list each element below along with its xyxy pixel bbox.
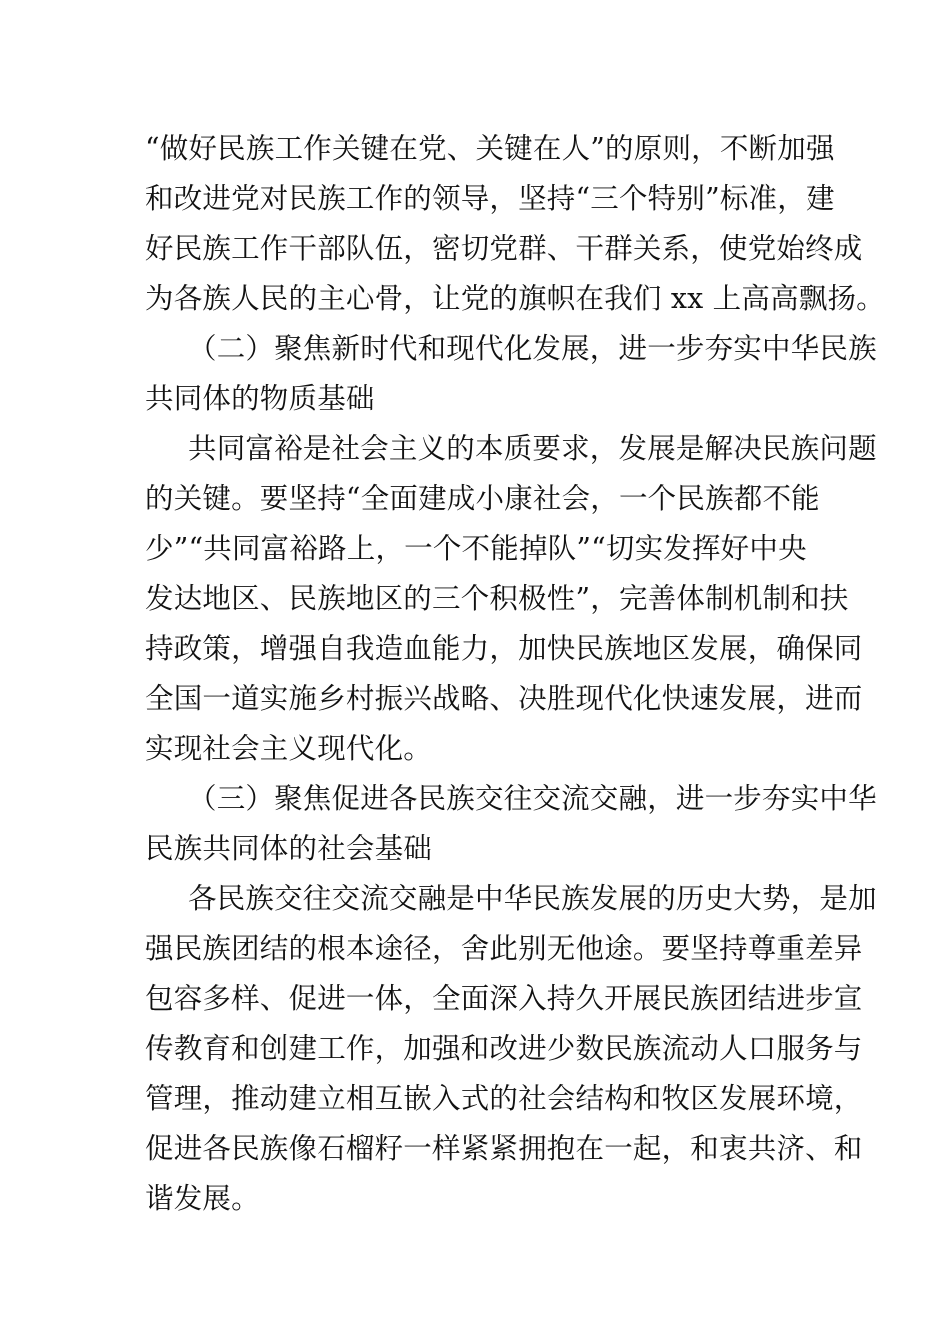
text-line: 强民族团结的根本途径，舍此别无他途。要坚持尊重差异 bbox=[145, 932, 863, 965]
text-line: 少”“共同富裕路上，一个不能掉队”“切实发挥好中央 bbox=[145, 532, 807, 565]
text-line: 传教育和创建工作，加强和改进少数民族流动人口服务与 bbox=[145, 1032, 863, 1065]
text-line: 谐发展。 bbox=[145, 1182, 260, 1215]
paragraph-common-prosperity bbox=[145, 424, 877, 774]
text-line: 各民族交往交流交融是中华民族发展的历史大势，是加 bbox=[188, 882, 877, 915]
text-line: 持政策，增强自我造血能力，加快民族地区发展，确保同 bbox=[145, 632, 863, 665]
text-line: 和改进党对民族工作的领导，坚持“三个特别”标准，建 bbox=[145, 182, 835, 215]
paragraph-principle bbox=[145, 124, 885, 324]
heading-line: （二）聚焦新时代和现代化发展，进一步夯实中华民族 bbox=[188, 332, 877, 365]
text-line: 为各族人民的主心骨，让党的旗帜在我们 xx 上高高飘扬。 bbox=[145, 282, 885, 315]
text-line: 发达地区、民族地区的三个积极性”，完善体制机制和扶 bbox=[145, 582, 849, 615]
section-heading-2 bbox=[145, 324, 877, 424]
heading-line: 民族共同体的社会基础 bbox=[145, 832, 433, 865]
text-line: 包容多样、促进一体，全面深入持久开展民族团结进步宣 bbox=[145, 982, 863, 1015]
text-line: 全国一道实施乡村振兴战略、决胜现代化快速发展，进而 bbox=[145, 682, 863, 715]
text-line: “做好民族工作关键在党、关键在人”的原则，不断加强 bbox=[145, 132, 835, 165]
document-body bbox=[145, 124, 885, 1224]
section-heading-3 bbox=[145, 774, 877, 874]
text-line: 的关键。要坚持“全面建成小康社会，一个民族都不能 bbox=[145, 482, 820, 515]
heading-line: （三）聚焦促进各民族交往交流交融，进一步夯实中华 bbox=[188, 782, 877, 815]
text-line: 好民族工作干部队伍，密切党群、干群关系，使党始终成 bbox=[145, 232, 863, 265]
text-line: 管理，推动建立相互嵌入式的社会结构和牧区发展环境， bbox=[145, 1082, 863, 1115]
paragraph-ethnic-exchange bbox=[145, 874, 877, 1224]
text-line: 共同富裕是社会主义的本质要求，发展是解决民族问题 bbox=[188, 432, 877, 465]
text-line: 促进各民族像石榴籽一样紧紧拥抱在一起，和衷共济、和 bbox=[145, 1132, 863, 1165]
text-line: 实现社会主义现代化。 bbox=[145, 732, 433, 765]
heading-line: 共同体的物质基础 bbox=[145, 382, 375, 415]
